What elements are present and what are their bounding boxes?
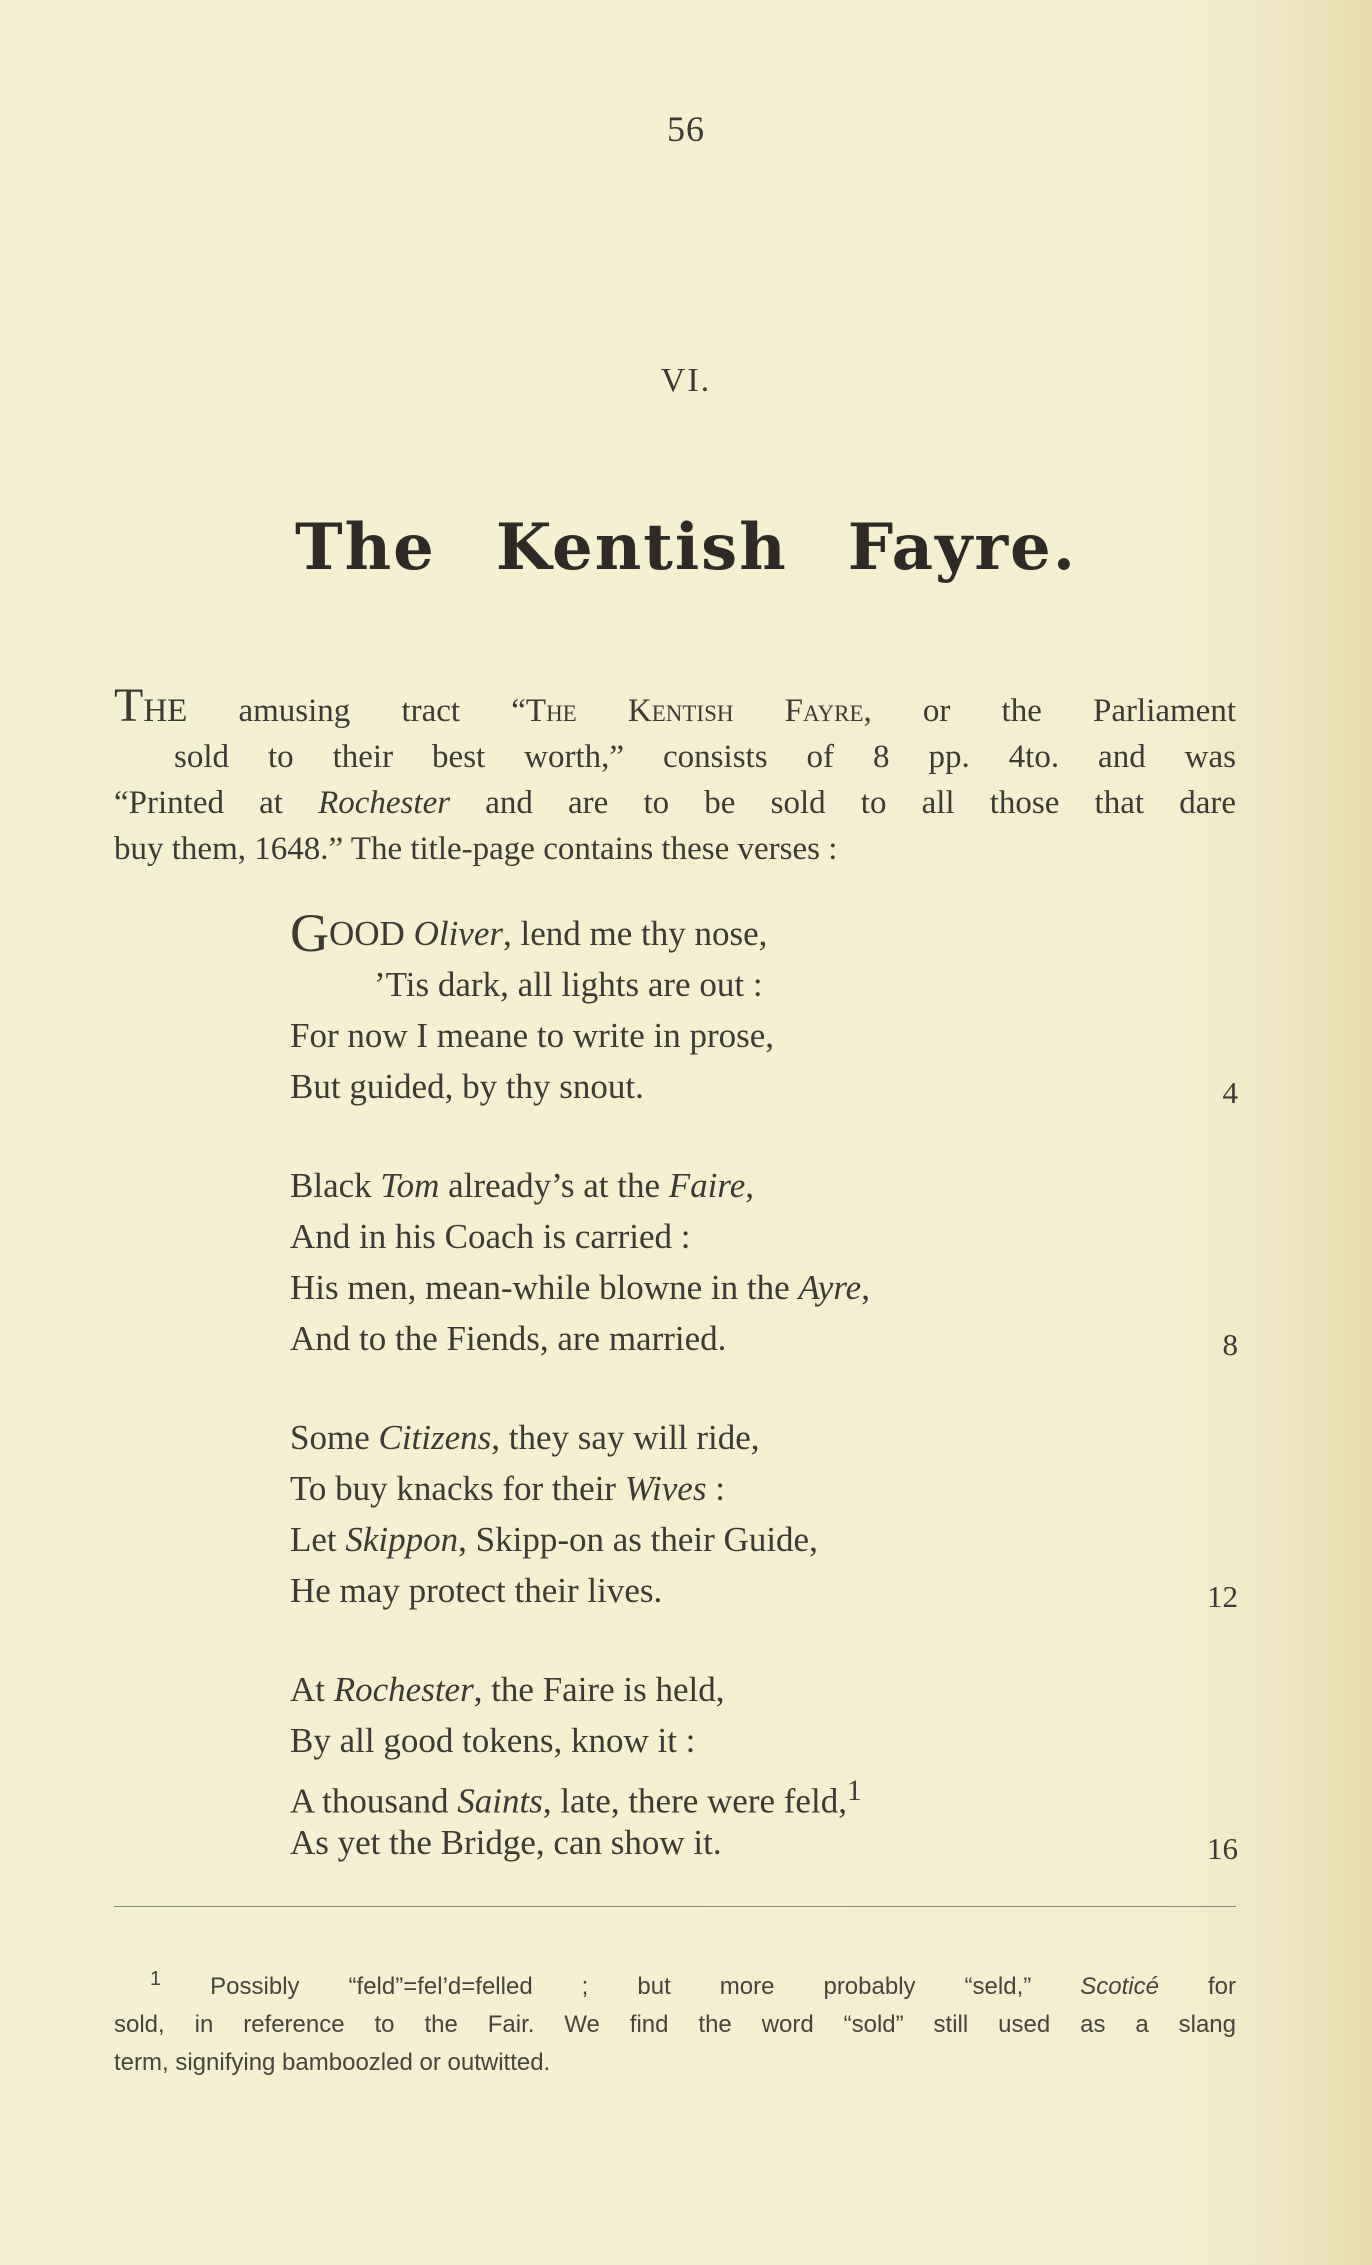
page-number: 56 <box>667 109 705 149</box>
poem <box>290 903 1238 1916</box>
section-number: VI. <box>660 362 712 399</box>
verse-text: , they say will ride, <box>491 1418 760 1457</box>
stanza-2 <box>290 1160 1238 1364</box>
verse-line <box>290 1262 1238 1313</box>
verse-italic: Tom <box>380 1166 440 1205</box>
line-number: 4 <box>1222 1075 1238 1110</box>
intro-italic: Rochester <box>318 785 451 821</box>
intro-line-2: sold to their best worth,” consists of 8 pp. 4to. and was <box>174 739 1236 775</box>
footnote-mark: 1 <box>150 1968 162 1990</box>
verse-text: , late, there were feld, <box>542 1781 847 1821</box>
verse-line <box>290 1565 1238 1616</box>
intro-line-3 <box>114 780 1236 826</box>
footnote-italic: Scoticé <box>1080 1973 1159 2000</box>
verse-line <box>290 1463 1238 1514</box>
verse-line <box>290 1514 1238 1565</box>
verse-line <box>290 1412 1238 1463</box>
verse-italic: Saints <box>457 1781 543 1821</box>
verse-line <box>290 903 1238 963</box>
chapter-title <box>0 510 1372 585</box>
footnote-line-2: sold, in reference to the Fair. We find the word “sold” still used as a slang <box>114 2011 1236 2038</box>
verse-line: By all good tokens, know it : <box>290 1721 696 1760</box>
verse-text: Some <box>290 1418 379 1457</box>
verse-text: already’s at the <box>439 1166 669 1205</box>
intro-text: “Printed at <box>114 785 319 821</box>
verse-line <box>290 1817 1238 1868</box>
verse-text: But guided, by thy snout. <box>290 1067 644 1106</box>
verse-text: His men, mean-while blowne in the <box>290 1268 799 1307</box>
intro-line-1 <box>114 679 1236 734</box>
verse-text: He may protect their lives. <box>290 1571 663 1610</box>
verse-text: Black <box>290 1166 381 1205</box>
verse-text: To buy knacks for their <box>290 1469 625 1508</box>
verse-text: At <box>290 1670 334 1709</box>
verse-line <box>290 1061 1238 1112</box>
verse-text: A thousand <box>290 1781 458 1821</box>
intro-text: HE amusing tract “ <box>143 693 526 729</box>
verse-italic: Skippon <box>345 1520 459 1559</box>
footnote-line-1 <box>114 1960 1236 2006</box>
verse-text: , Skipp-on as their Guide, <box>458 1520 818 1559</box>
footnote-text: for <box>1158 1973 1237 2000</box>
verse-italic: Wives <box>624 1469 707 1508</box>
title-word-3: Fayre. <box>847 510 1078 585</box>
verse-line <box>290 1766 1238 1821</box>
verse-text: , lend me thy nose, <box>503 914 768 953</box>
tract-title: The Kentish Fayre, <box>525 693 872 729</box>
footnote-text: Possibly “feld”=fel’d=felled ; but more probably “seld,” <box>210 1973 1081 2000</box>
verse-line <box>290 1313 1238 1364</box>
verse-line <box>290 1160 1238 1211</box>
verse-italic: Ayre <box>798 1268 862 1307</box>
line-number: 12 <box>1207 1579 1238 1614</box>
footnote-reference: 1 <box>846 1775 862 1807</box>
verse-italic: Faire <box>668 1166 746 1205</box>
intro-drop-cap: T <box>114 679 144 732</box>
verse-italic: Oliver <box>413 914 503 953</box>
verse-italic: Rochester <box>333 1670 474 1709</box>
title-word-1: The <box>294 510 436 585</box>
title-word-2: Kentish <box>495 510 788 585</box>
intro-text: or the Parliament <box>871 693 1236 729</box>
verse-text: , the Faire is held, <box>473 1670 725 1709</box>
verse-text: Let <box>290 1520 346 1559</box>
verse-line: And in his Coach is carried : <box>290 1217 691 1256</box>
verse-drop-cap: G <box>290 903 329 963</box>
verse-text: , <box>861 1268 870 1307</box>
verse-line: For now I meane to write in prose, <box>290 1016 775 1055</box>
verse-text: , <box>745 1166 754 1205</box>
stanza-1 <box>290 903 1238 1112</box>
intro-text: and are to be sold to all those that dare <box>450 785 1236 821</box>
line-number: 16 <box>1207 1831 1238 1866</box>
verse-line: ’Tis dark, all lights are out : <box>374 965 763 1004</box>
footnote-line-3: term, signifying bamboozled or outwitted. <box>114 2049 551 2076</box>
footnote-divider <box>114 1906 1236 1907</box>
verse-text: OOD <box>329 914 414 953</box>
line-number: 8 <box>1222 1327 1238 1362</box>
verse-italic: Citizens <box>378 1418 492 1457</box>
footnote <box>114 1960 1236 2082</box>
verse-text: : <box>706 1469 725 1508</box>
stanza-3 <box>290 1412 1238 1616</box>
verse-text: As yet the Bridge, can show it. <box>290 1823 722 1862</box>
verse-line <box>290 1664 1238 1715</box>
intro-paragraph <box>114 679 1236 872</box>
intro-line-4: buy them, 1648.” The title-page contains these verses : <box>114 831 838 867</box>
verse-text: And to the Fiends, are married. <box>290 1319 727 1358</box>
stanza-4 <box>290 1664 1238 1868</box>
